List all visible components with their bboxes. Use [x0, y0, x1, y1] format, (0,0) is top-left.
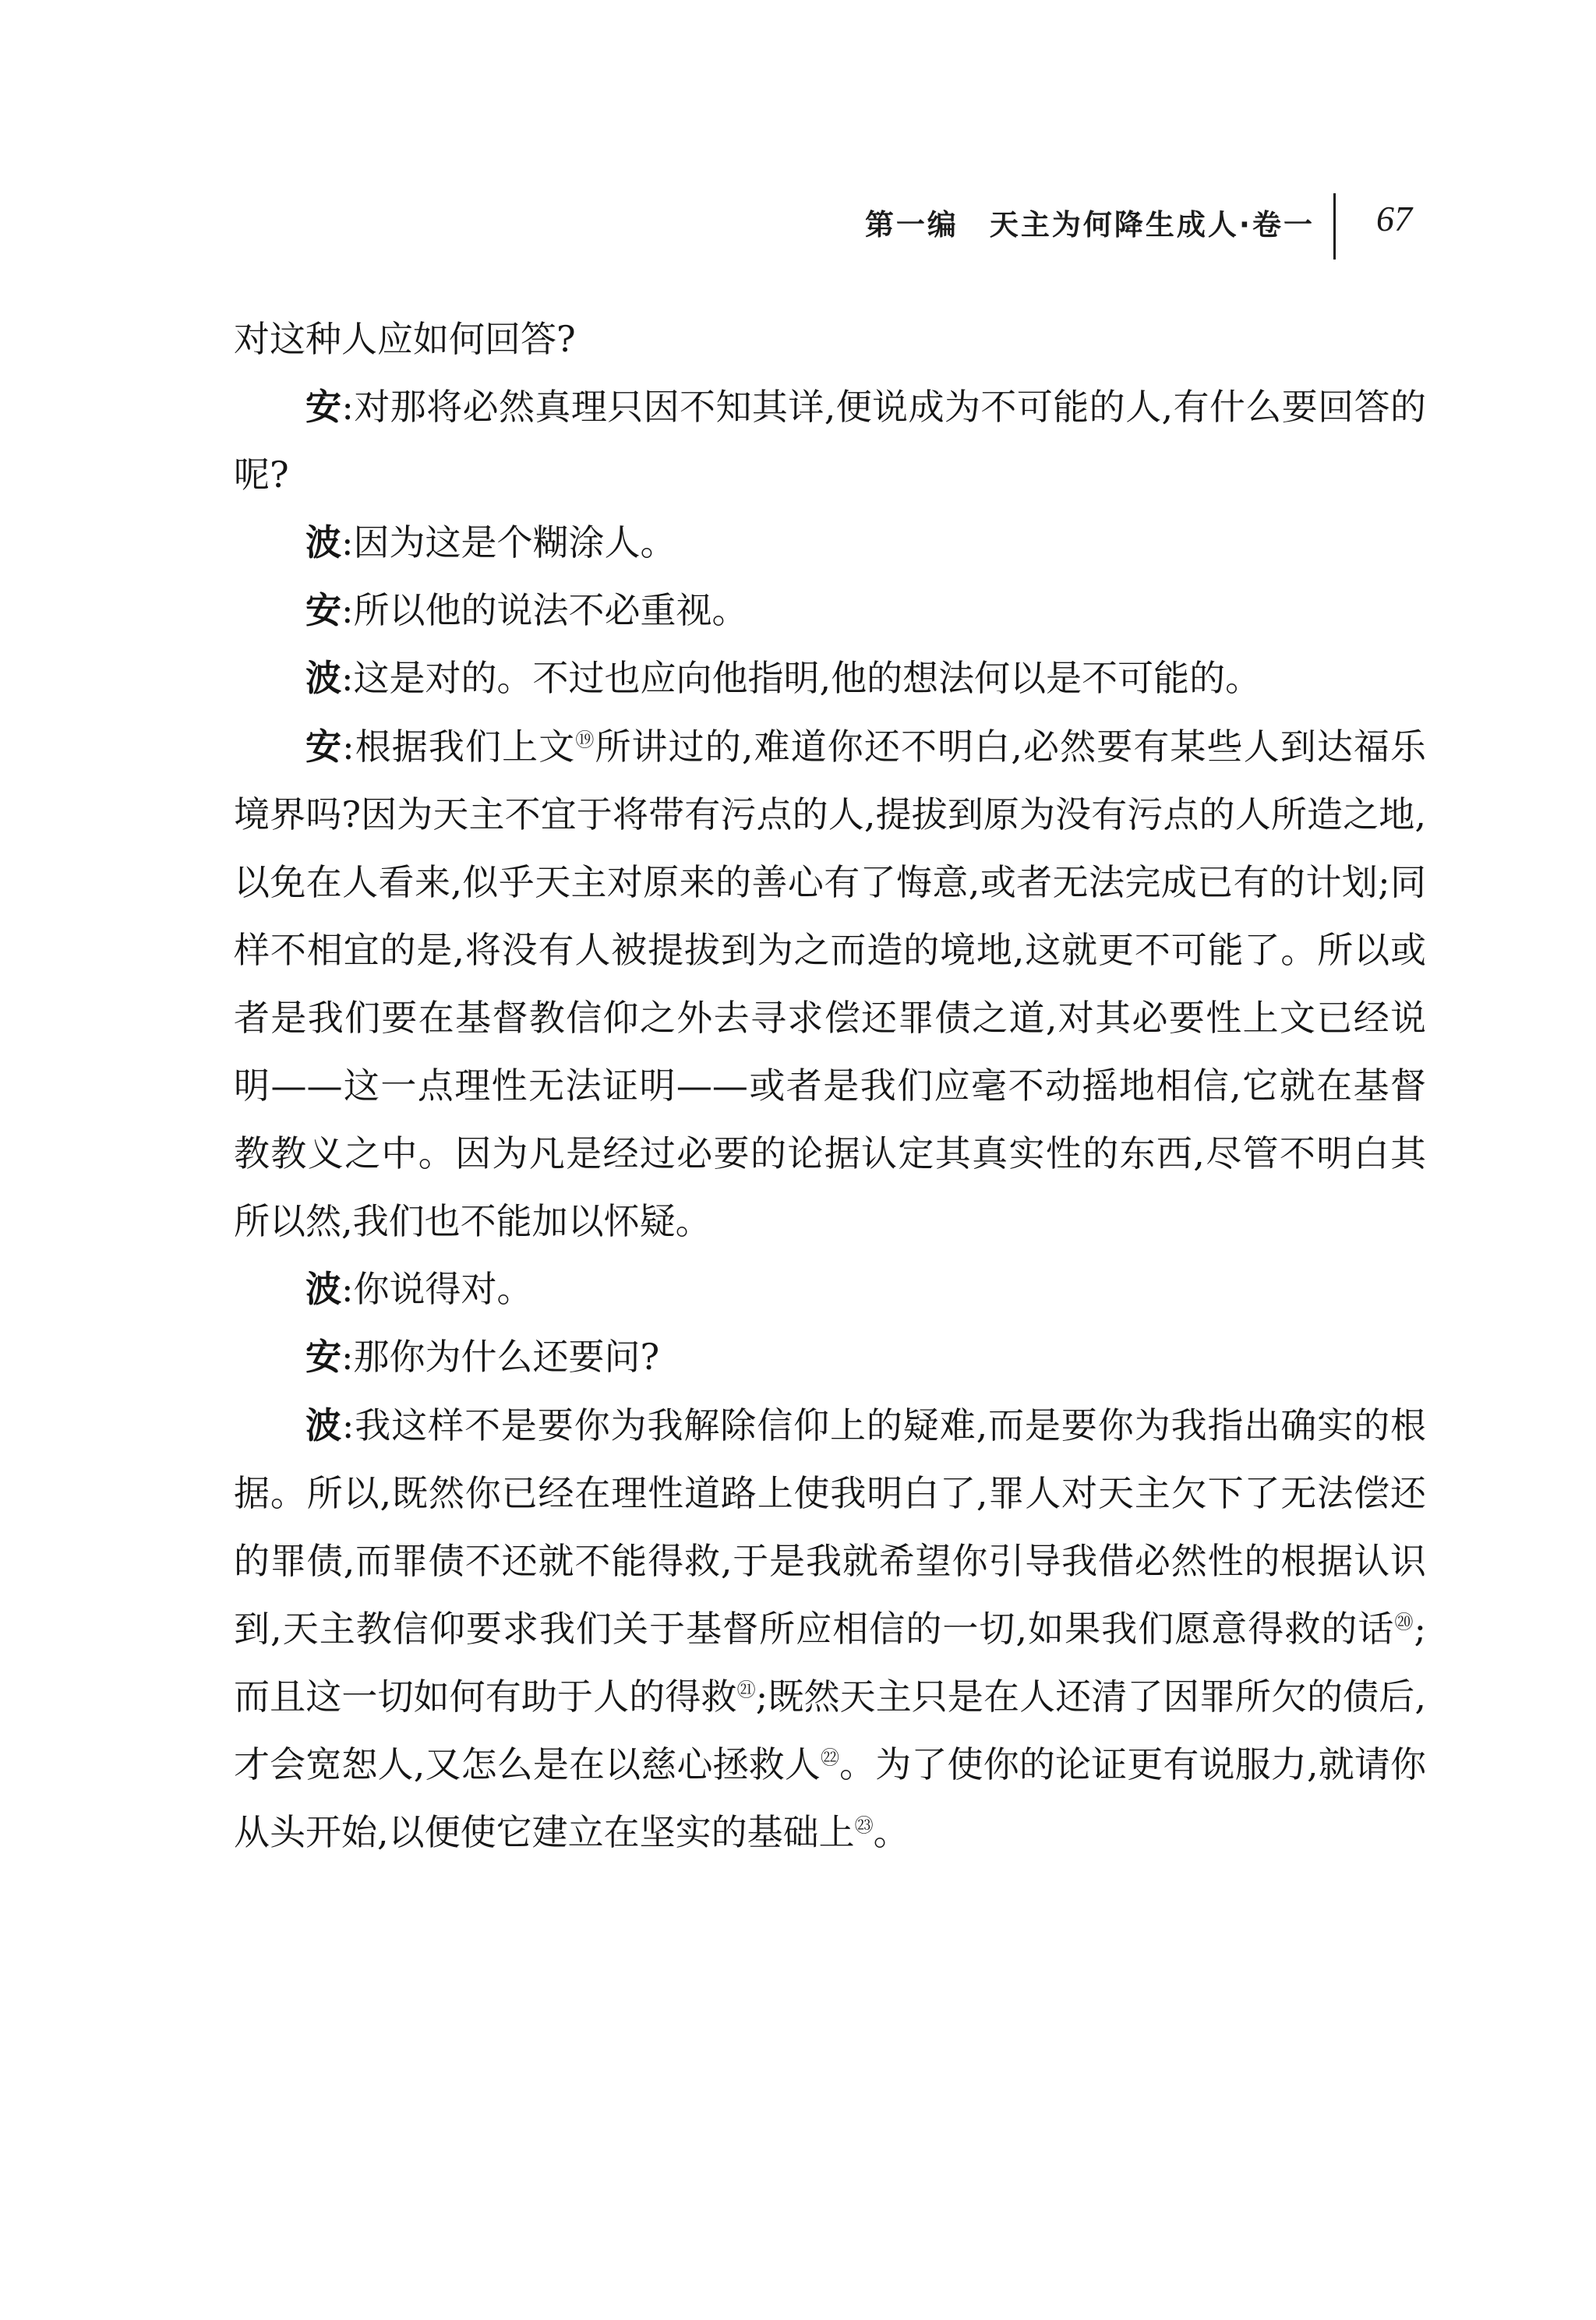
speaker-label: 波 [305, 521, 341, 564]
paragraph: 对这种人应如何回答? [234, 318, 576, 360]
speaker-label: 安 [305, 589, 341, 632]
footnote-marker[interactable]: ⑲ [575, 729, 595, 751]
body-text [234, 305, 1426, 1866]
paragraph: 安:根据我们上文⑲所讲过的,难道你还不明白,必然要有某些人到达福乐境界吗?因为天主不宜于将带有污点的人,提拔到原为没有污点的人所造之地,以免在人看来,似乎天主对原来的善心有了悔意,或者无法完成已有的计划;同样不相宜的是,将没有人被提拔到为之而造的境地,这就更不可能了。所以或者是我们要在基督教信仰之外去寻求偿还罪债之道,对其必要性上文已经说明——这一点理性无法证明——或者是我们应毫不动摇地相信,它就在基督教教义之中。因为凡是经过必要的论据认定其真实性的东西,尽管不明白其所以然,我们也不能加以怀疑。 [234, 725, 1427, 1243]
paragraph: 波:我这样不是要你为我解除信仰上的疑难,而是要你为我指出确实的根据。所以,既然你已经在理性道路上使我明白了,罪人对天主欠下了无法偿还的罪债,而罪债不还就不能得救,于是我就希望你引导我借必然性的根据认识到,天主教信仰要求我们关于基督所应相信的一切,如果我们愿意得救的话⑳;而且这一切如何有助于人的得救$^㉑$;既然天主只是在人还清了因罪所欠的债后,才会宽恕人,又怎么是在以慈心拯救人$^㉒$。为了使你的论证更有说服力,就请你从头开始,以便使它建立在坚实的基础上$^㉓$。 [234, 1404, 1427, 1854]
footnote-marker[interactable]: ㉒ [821, 1746, 840, 1769]
paragraph: 安:那你为什么还要问? [305, 1336, 660, 1379]
speaker-label: 安 [305, 725, 343, 768]
footnote-marker[interactable]: ㉑ [736, 1679, 756, 1701]
paragraph: 波:你说得对。 [305, 1268, 533, 1311]
speaker-label: 安 [305, 1336, 341, 1379]
speaker-label: 波 [305, 1404, 342, 1446]
speaker-label: 波 [305, 657, 341, 700]
header-divider [1333, 193, 1336, 260]
header-title: 第一编 天主为何降生成人·卷一 [864, 208, 1315, 242]
paragraph: 安:所以他的说法不必重视。 [305, 589, 748, 632]
footnote-marker[interactable]: ㉓ [854, 1814, 874, 1837]
paragraph: 波:这是对的。不过也应向他指明,他的想法何以是不可能的。 [305, 657, 1262, 700]
paragraph: 安:对那将必然真理只因不知其详,便说成为不可能的人,有什么要回答的呢? [234, 386, 1426, 496]
page-number: 67 [1376, 199, 1412, 238]
speaker-label: 波 [305, 1268, 341, 1311]
footnote-marker[interactable]: ⑳ [1394, 1611, 1414, 1633]
paragraph: 波:因为这是个糊涂人。 [305, 521, 676, 564]
speaker-label: 安 [305, 386, 342, 429]
running-header [781, 193, 1420, 256]
